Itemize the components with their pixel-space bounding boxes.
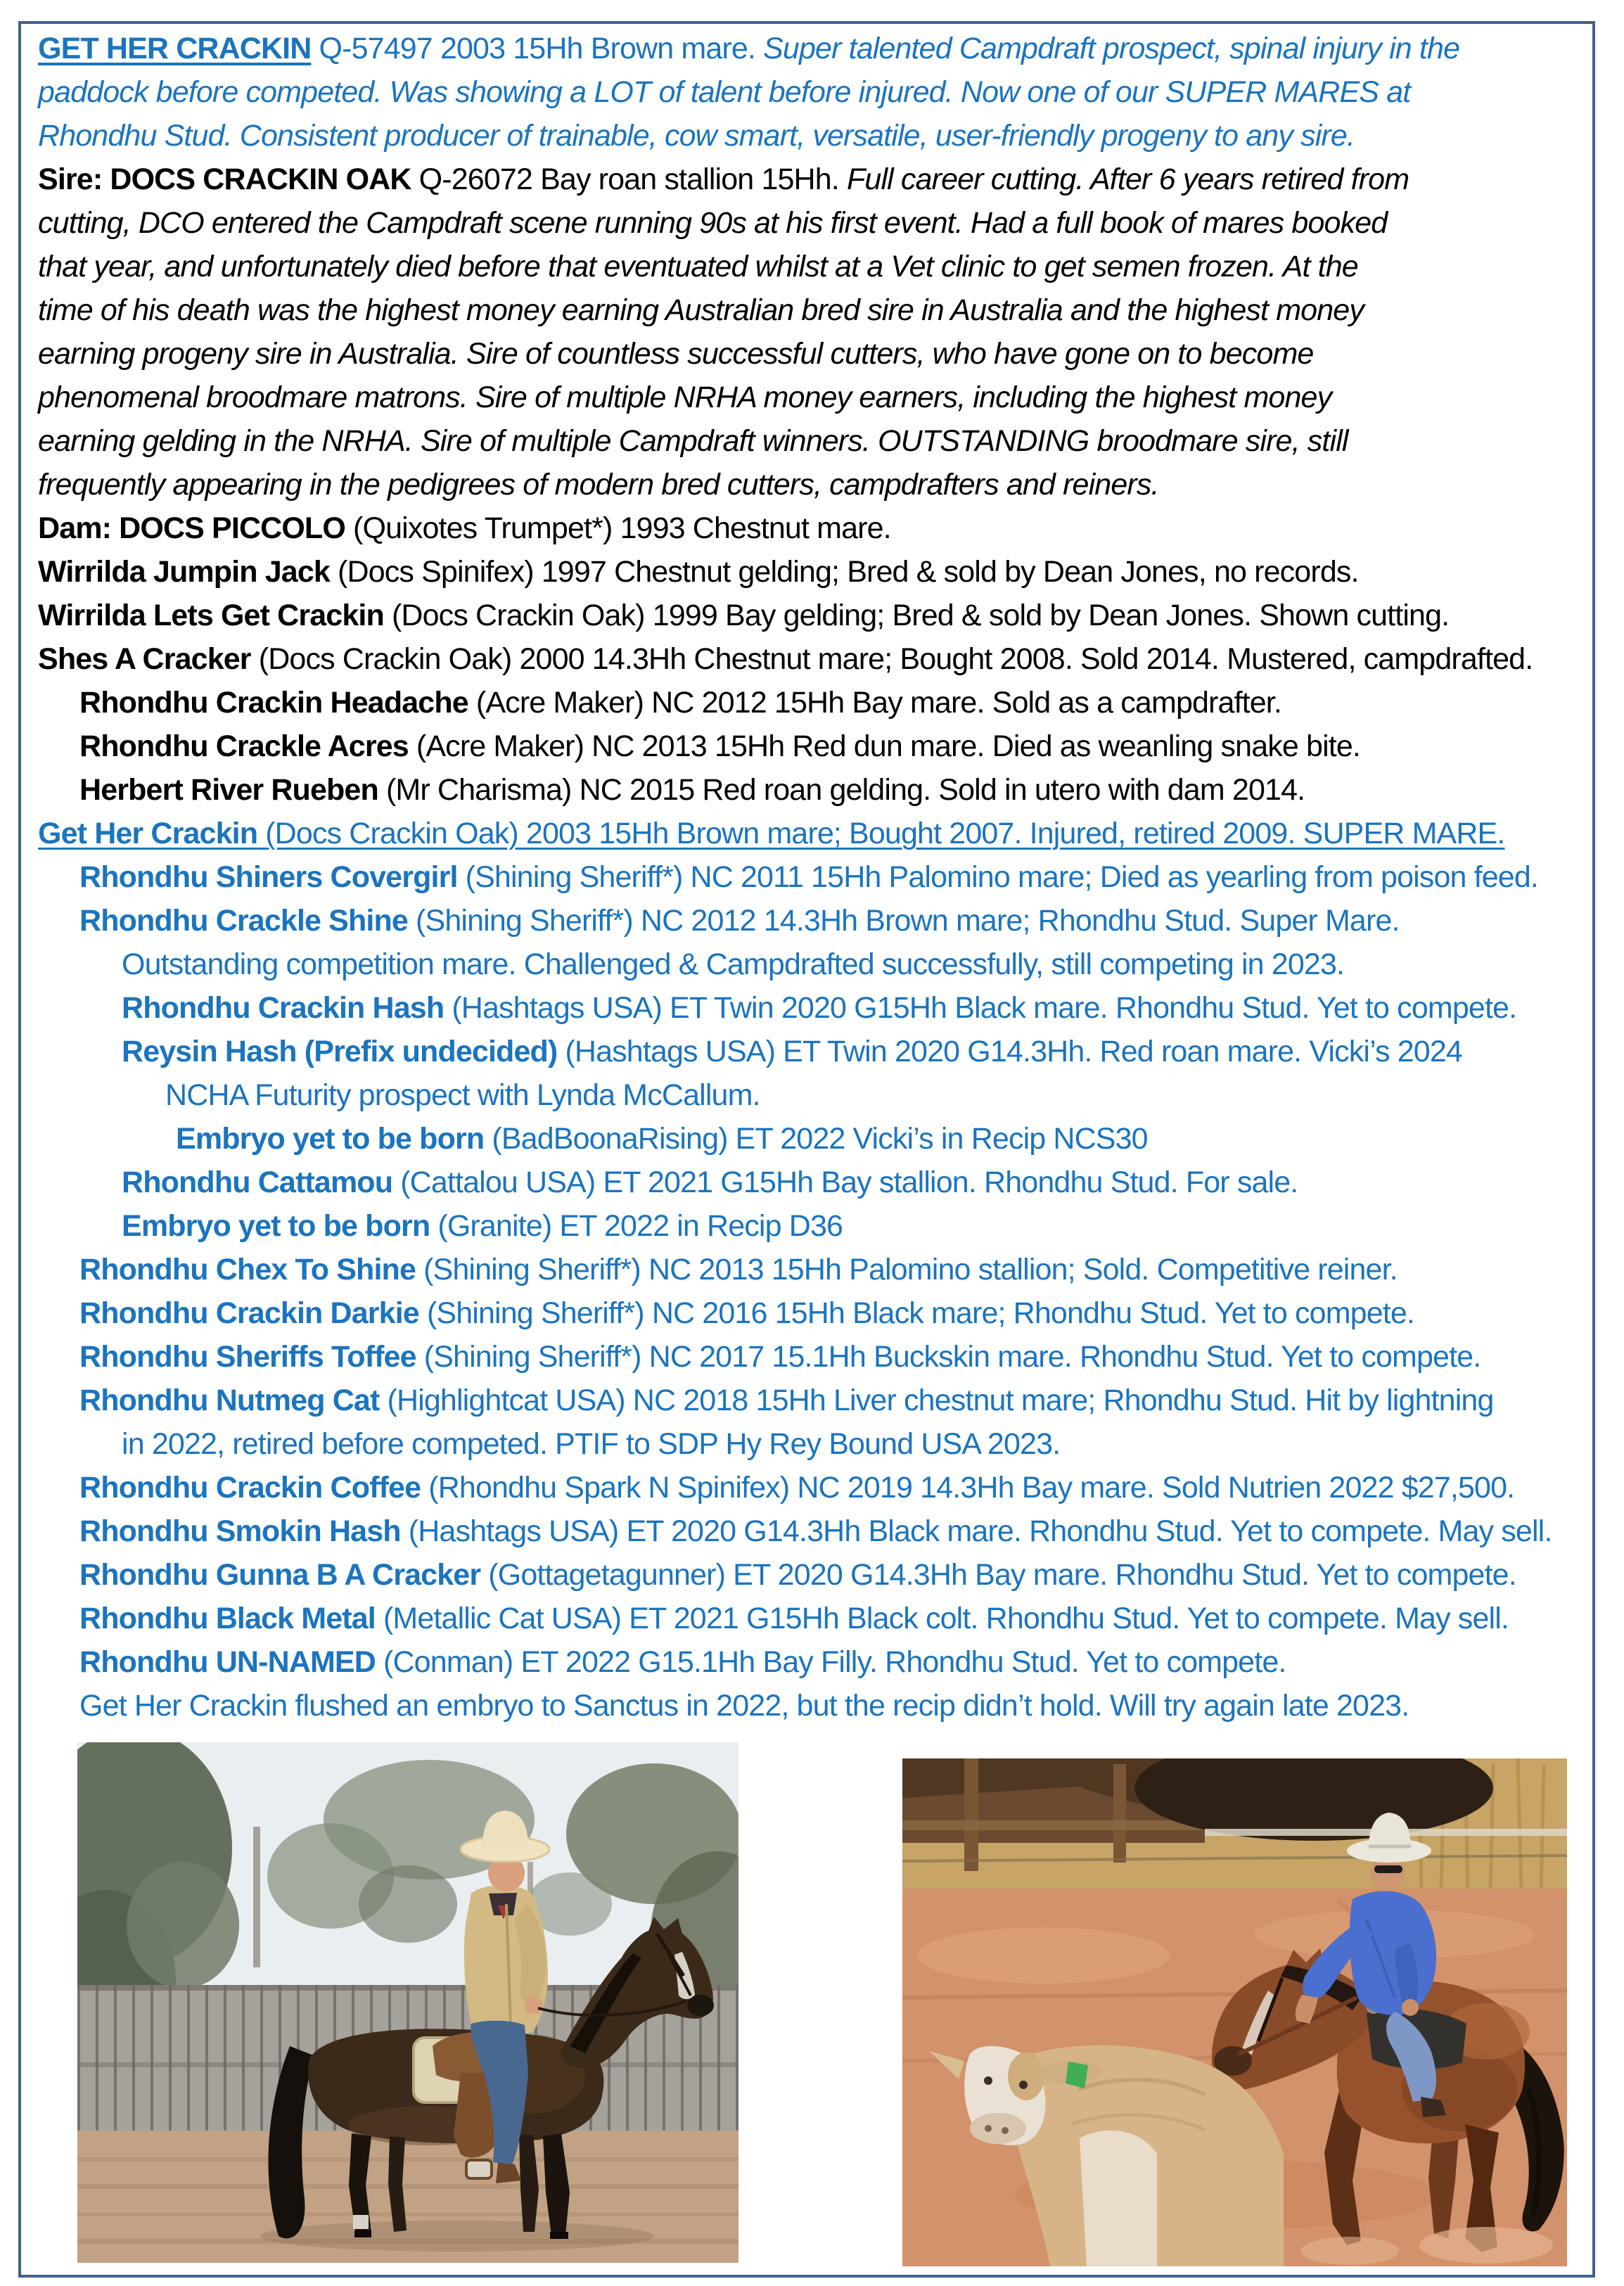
text-line [79,1553,1593,1597]
text-segment: Dam: DOCS PICCOLO [38,511,345,545]
white-sock [353,2215,369,2229]
text-line [122,943,1593,986]
rider-hand [525,1996,543,2014]
sandy-ground [77,2131,739,2263]
timber-post [964,1758,978,1871]
text-line [122,1161,1593,1204]
text-segment: Get Her Crackin [38,817,258,850]
text-line [38,158,1593,201]
text-segment: Rhondhu Crackin Coffee [79,1471,421,1505]
sunglasses [1374,1865,1402,1873]
text-line [38,637,1593,681]
text-line [122,1204,1593,1248]
text-segment: cutting, DCO entered the Campdraft scene running 90s at his first event. Had a full book of mares booked [38,206,1388,240]
text-segment: NCHA Futurity prospect with Lynda McCallum. [165,1078,760,1112]
text-segment: Rhondhu Crackle Shine [79,904,408,938]
text-segment: (Hashtags USA) ET Twin 2020 G15Hh Black mare. Rhondhu Stud. Yet to compete. [444,991,1517,1025]
text-line [122,986,1593,1030]
text-segment: (Metallic Cat USA) ET 2021 G15Hh Black colt. Rhondhu Stud. Yet to compete. May sell. [375,1602,1509,1635]
text-line [38,812,1593,855]
text-segment: frequently appearing in the pedigrees of modern bred cutters, campdrafters and reiners. [38,468,1159,502]
horse-muzzle [687,1995,714,2016]
text-line [38,506,1593,550]
text-line [79,768,1593,812]
text-segment: (Shining Sheriff*) NC 2012 14.3Hh Brown mare; Rhondhu Stud. Super Mare. [407,904,1400,938]
dust-puff [1419,2227,1553,2263]
text-segment: (Docs Spinifex) 1997 Chestnut gelding; Bred & sold by Dean Jones, no records. [329,555,1359,589]
dust-puff [1300,2237,1399,2265]
text-segment: (Acre Maker) NC 2012 15Hh Bay mare. Sold as a campdrafter. [468,686,1281,720]
text-line [79,1640,1593,1684]
text-line [122,1030,1593,1073]
text-segment: (Shining Sheriff*) NC 2013 15Hh Palomino stallion; Sold. Competitive reiner. [416,1253,1398,1286]
text-segment: (BadBoonaRising) ET 2022 Vicki’s in Recip NCS30 [484,1122,1148,1156]
text-segment: (Gottagetagunner) ET 2020 G14.3Hh Bay mare. Rhondhu Stud. Yet to compete. [480,1558,1516,1592]
text-segment: Embryo yet to be born [176,1122,485,1156]
text-line [38,594,1593,637]
text-segment: (Shining Sheriff*) NC 2016 15Hh Black mare; Rhondhu Stud. Yet to compete. [418,1296,1415,1330]
text-line [165,1073,1593,1117]
cow-eye [984,2076,992,2085]
text-line [38,550,1593,594]
text-segment: Rhondhu Cattamou [122,1166,393,1199]
text-segment: (Conman) ET 2022 G15.1Hh Bay Filly. Rhondhu Stud. Yet to compete. [375,1645,1286,1679]
text-line [79,1248,1593,1291]
text-line [38,245,1593,288]
text-line [79,1597,1593,1640]
text-line [79,899,1593,943]
text-segment: Wirrilda Jumpin Jack [38,555,330,589]
text-line [38,463,1593,506]
text-segment: in 2022, retired before competed. PTIF to SDP Hy Rey Bound USA 2023. [122,1427,1061,1461]
text-segment: (Cattalou USA) ET 2021 G15Hh Bay stallion. Rhondhu Stud. For sale. [392,1166,1298,1199]
text-segment: Wirrilda Lets Get Crackin [38,599,384,632]
text-segment: Rhondhu Smokin Hash [79,1514,401,1548]
timber-post [1113,1764,1126,1863]
text-segment: Q-57497 2003 15Hh Brown mare. [311,32,764,65]
text-segment: Rhondhu Gunna B A Cracker [79,1558,481,1592]
text-segment: Rhondhu Crackle Acres [79,729,409,763]
text-line [38,376,1593,419]
text-segment: Shes A Cracker [38,642,251,676]
text-segment: (Shining Sheriff*) NC 2017 15.1Hh Buckskin mare. Rhondhu Stud. Yet to compete. [416,1340,1481,1374]
text-segment: (Docs Crackin Oak) 1999 Bay gelding; Bred & sold by Dean Jones. Shown cutting. [383,599,1450,632]
text-segment: Rhondhu Stud. Consistent producer of trainable, cow smart, versatile, user-friendly progeny to any sire. [38,119,1355,153]
text-segment: (Docs Crackin Oak) 2003 15Hh Brown mare; Bought 2007. Injured, retired 2009. SUPER MARE. [257,817,1505,850]
pedigree-text [38,27,1593,1728]
text-segment: phenomenal broodmare matrons. Sire of multiple NRHA money earners, including the highest money [38,381,1332,414]
text-segment: Q-26072 Bay roan stallion 15Hh. [411,162,847,196]
text-segment: Rhondhu Crackin Hash [122,991,445,1025]
text-segment: Rhondhu UN-NAMED [79,1645,376,1679]
text-line [176,1117,1593,1161]
text-segment: (Quixotes Trumpet*) 1993 Chestnut mare. [345,511,891,545]
text-line [38,27,1593,70]
text-segment: (Mr Charisma) NC 2015 Red roan gelding. Sold in utero with dam 2014. [378,773,1305,807]
text-line [38,114,1593,158]
text-segment: Rhondhu Crackin Headache [79,686,468,720]
text-segment: (Hashtags USA) ET 2020 G14.3Hh Black mare. Rhondhu Stud. Yet to compete. May sell. [400,1514,1552,1548]
cow-eye-patch [1008,2052,1044,2100]
text-line [79,1684,1593,1728]
text-segment: (Acre Maker) NC 2013 15Hh Red dun mare. Died as weanling snake bite. [408,729,1361,763]
text-line [79,855,1593,899]
text-line [79,681,1593,724]
text-segment: Outstanding competition mare. Challenged & Campdrafted successfully, still competing in 2023. [122,947,1345,981]
text-line [122,1422,1593,1466]
text-segment: (Shining Sheriff*) NC 2011 15Hh Palomino mare; Died as yearling from poison feed. [457,860,1538,894]
dry-grass-background [902,1758,1567,1899]
text-segment: Rhondhu Nutmeg Cat [79,1384,380,1417]
text-line [79,1379,1593,1422]
text-segment: Herbert River Rueben [79,773,378,807]
text-line [38,201,1593,245]
text-segment: earning gelding in the NRHA. Sire of multiple Campdraft winners. OUTSTANDING broodmare sire, still [38,424,1348,458]
text-line [79,1466,1593,1509]
text-segment: Rhondhu Black Metal [79,1602,376,1635]
text-segment: (Docs Crackin Oak) 2000 14.3Hh Chestnut mare; Bought 2008. Sold 2014. Mustered, campdrafted. [250,642,1533,676]
text-segment: Rhondhu Crackin Darkie [79,1296,419,1330]
text-segment: Reysin Hash (Prefix undecided) [122,1035,558,1068]
text-segment: (Rhondhu Spark N Spinifex) NC 2019 14.3Hh Bay mare. Sold Nutrien 2022 $27,500. [421,1471,1515,1505]
text-segment: Embryo yet to be born [122,1209,430,1243]
cow-eye [1019,2081,1028,2089]
text-segment: (Hashtags USA) ET Twin 2020 G14.3Hh. Red roan mare. Vicki’s 2024 [557,1035,1462,1068]
text-segment: Get Her Crackin flushed an embryo to Sanctus in 2022, but the recip didn’t hold. Will try again late 2023. [79,1689,1409,1723]
rider-hand [1402,1999,1419,2016]
cow-muzzle [970,2113,1026,2144]
text-segment: (Granite) ET 2022 in Recip D36 [430,1209,843,1243]
text-segment: Sire: DOCS CRACKIN OAK [38,162,411,196]
text-segment: Rhondhu Chex To Shine [79,1253,416,1286]
text-segment: Rhondhu Shiners Covergirl [79,860,458,894]
text-segment: that year, and unfortunately died before that eventuated whilst at a Vet clinic to get semen frozen. At the [38,250,1358,283]
text-segment: paddock before competed. Was showing a LOT of talent before injured. Now one of our SUPER MARES at [38,75,1411,109]
text-line [38,419,1593,463]
photo-campdraft [902,1758,1567,2266]
text-segment: Rhondhu Sheriffs Toffee [79,1340,416,1374]
photo-standing-horse [77,1742,739,2263]
cow-chest-patch [1080,2131,1157,2266]
text-segment: Full career cutting. After 6 years retired from [846,162,1409,196]
text-segment: earning progeny sire in Australia. Sire of countless successful cutters, who have gone on to become [38,337,1314,371]
text-segment: (Highlightcat USA) NC 2018 15Hh Liver chestnut mare; Rhondhu Stud. Hit by lightning [379,1384,1494,1417]
text-line [79,1291,1593,1335]
text-segment: Super talented Campdraft prospect, spinal injury in the [763,32,1460,65]
text-line [79,724,1593,768]
text-line [38,332,1593,376]
text-line [79,1509,1593,1553]
text-line [38,70,1593,114]
text-line [79,1335,1593,1379]
text-segment: GET HER CRACKIN [38,32,312,65]
text-segment: time of his death was the highest money earning Australian bred sire in Australia and the highest money [38,293,1364,327]
text-line [38,288,1593,332]
